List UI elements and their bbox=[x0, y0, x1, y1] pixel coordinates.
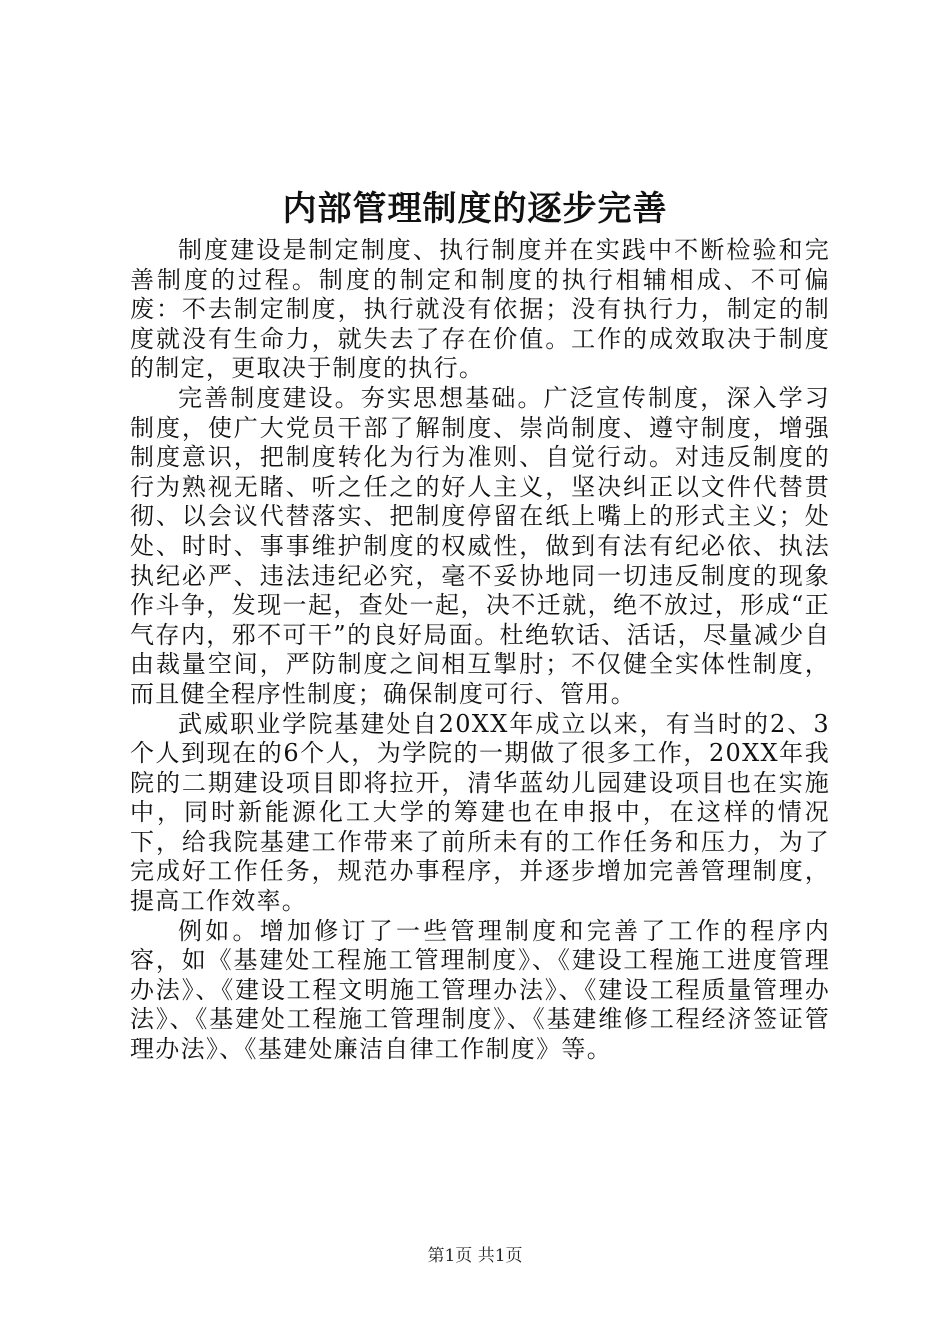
document-body bbox=[130, 236, 830, 1065]
paragraph-2: 完善制度建设。夯实思想基础。广泛宣传制度，深入学习制度，使广大党员干部了解制度、崇尚制度、遵守制度，增强制度意识，把制度转化为行为准则、自觉行动。对违反制度的行为熟视无睹、听之任之的好人主义，坚决纠正以文件代替贯彻、以会议代替落实、把制度停留在纸上嘴上的形式主义；处处、时时、事事维护制度的权威性，做到有法有纪必依、执法执纪必严、违法违纪必究，毫不妥协地同一切违反制度的现象作斗争，发现一起，查处一起，决不迁就，绝不放过，形成“正气存内，邪不可干”的良好局面。杜绝软话、活话，尽量减少自由裁量空间，严防制度之间相互掣肘；不仅健全实体性制度，而且健全程序性制度；确保制度可行、管用。 bbox=[130, 383, 830, 708]
paragraph-4: 例如。增加修订了一些管理制度和完善了工作的程序内容，如《基建处工程施工管理制度》、《建设工程施工进度管理办法》、《建设工程文明施工管理办法》、《建设工程质量管理办法》、《基建处工程施工管理制度》、《基建维修工程经济签证管理办法》、《基建处廉洁自律工作制度》等。 bbox=[130, 916, 830, 1064]
paragraph-3: 武威职业学院基建处自20XX年成立以来，有当时的2、3个人到现在的6个人，为学院的一期做了很多工作，20XX年我院的二期建设项目即将拉开，清华蓝幼儿园建设项目也在实施中，同时新能源化工大学的筹建也在申报中，在这样的情况下，给我院基建工作带来了前所未有的工作任务和压力，为了完成好工作任务，规范办事程序，并逐步增加完善管理制度，提高工作效率。 bbox=[130, 709, 830, 916]
page-number-footer: 第1页 共1页 bbox=[427, 1246, 523, 1266]
document-title: 内部管理制度的逐步完善 bbox=[282, 189, 668, 229]
paragraph-1: 制度建设是制定制度、执行制度并在实践中不断检验和完善制度的过程。制度的制定和制度的执行相辅相成、不可偏废：不去制定制度，执行就没有依据；没有执行力，制定的制度就没有生命力，就失去了存在价值。工作的成效取决于制度的制定，更取决于制度的执行。 bbox=[130, 236, 830, 383]
